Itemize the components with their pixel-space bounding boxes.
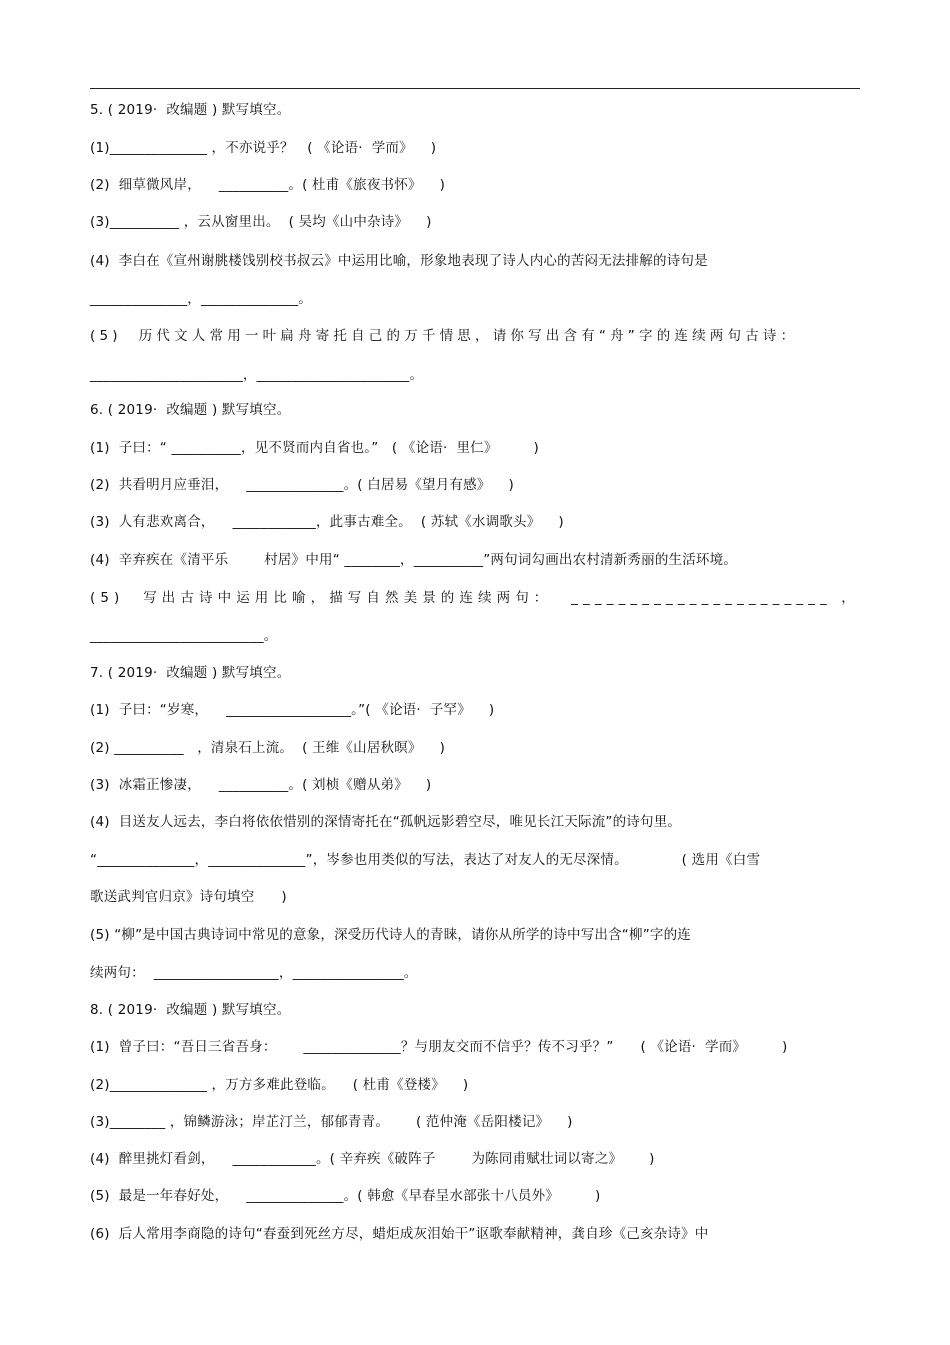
q8-heading: 8. ( 2019· 改编题 ) 默写填空。: [90, 1002, 291, 1018]
q6-item-3: (3) 人有悲欢离合， ____________，此事古难全。 ( 苏轼《水调歌头》 ): [90, 514, 564, 530]
q7-item-2: (2) __________ ，清泉石上流。 ( 王维《山居秋暝》 ): [90, 740, 446, 756]
q7-item-5-blanks: 续两句： __________________，________________。: [90, 965, 418, 981]
q7-item-4-note: 歌送武判官归京》诗句填空 ): [90, 889, 287, 905]
q5-item-5-blanks: ______________________，______________________。: [90, 367, 424, 383]
q7-heading: 7. ( 2019· 改编题 ) 默写填空。: [90, 665, 291, 681]
q5-item-5: (5) 历代文人常用一叶扁舟寄托自己的万千情思，请你写出含有“舟”字的连续两句古诗：: [90, 328, 799, 344]
q8-item-6: (6) 后人常用李商隐的诗句“春蚕到死丝方尽，蜡炬成灰泪始干”讴歌奉献精神，龚自珍《己亥杂诗》中: [90, 1226, 709, 1242]
q6-item-2: (2) 共看明月应垂泪， ______________。( 白居易《望月有感》 ): [90, 477, 514, 493]
q6-item-5: (5) 写出古诗中运用比喻，描写自然美景的连续两句： ______________________ ，: [90, 590, 860, 606]
q7-item-3: (3) 冰霜正惨凄， __________。( 刘桢《赠从弟》 ): [90, 777, 432, 793]
q8-item-5: (5) 最是一年春好处， ______________。( 韩愈《早春呈水部张十八员外》 ): [90, 1188, 601, 1204]
q8-item-3: (3)________ ，锦鳞游泳；岸芷汀兰，郁郁青青。 ( 范仲淹《岳阳楼记》 ): [90, 1114, 573, 1130]
q8-item-4: (4) 醉里挑灯看剑， ____________。( 辛弃疾《破阵子 为陈同甫赋壮词以寄之》 ): [90, 1151, 655, 1167]
q7-item-4-blanks: “______________，______________”，岑参也用类似的写法，表达了对友人的无尽深情。 ( 选用《白雪: [90, 852, 761, 868]
q6-heading: 6. ( 2019· 改编题 ) 默写填空。: [90, 402, 291, 418]
q8-item-1: (1) 曾子曰：“吾日三省吾身： ______________？与朋友交而不信乎？传不习乎？” ( 《论语· 学而》 ): [90, 1039, 788, 1055]
q5-item-2: (2) 细草微风岸， __________。( 杜甫《旅夜书怀》 ): [90, 177, 446, 193]
q7-item-5: (5) “柳”是中国古典诗词中常见的意象，深受历代诗人的青睐，请你从所学的诗中写出含“柳”字的连: [90, 927, 691, 943]
q6-item-5-blanks: _________________________。: [90, 628, 278, 644]
q7-item-1: (1) 子曰：“岁寒， __________________。”( 《论语· 子罕》 ): [90, 702, 495, 718]
q5-item-1: (1)______________ ，不亦说乎？ ( 《论语· 学而》 ): [90, 140, 437, 156]
q5-item-4: (4) 李白在《宣州谢朓楼饯别校书叔云》中运用比喻，形象地表现了诗人内心的苦闷无法排解的诗句是: [90, 253, 708, 269]
q5-heading: 5. ( 2019· 改编题 ) 默写填空。: [90, 102, 291, 118]
q6-item-1: (1) 子曰：“ __________，见不贤而内自省也。” ( 《论语· 里仁》 ): [90, 440, 539, 456]
q7-item-4: (4) 目送友人远去，李白将依依惜别的深情寄托在“孤帆远影碧空尽，唯见长江天际流”的诗句里。: [90, 814, 682, 830]
q6-item-4: (4) 辛弃疾在《清平乐 村居》中用“ ________，__________”两句词勾画出农村清新秀丽的生活环境。: [90, 552, 738, 568]
q5-item-4-blanks: ______________，______________。: [90, 291, 312, 307]
q5-item-3: (3)__________ ，云从窗里出。 ( 吴均《山中杂诗》 ): [90, 214, 432, 230]
q8-item-2: (2)______________ ，万方多难此登临。 ( 杜甫《登楼》 ): [90, 1077, 469, 1093]
top-rule: [90, 88, 860, 89]
